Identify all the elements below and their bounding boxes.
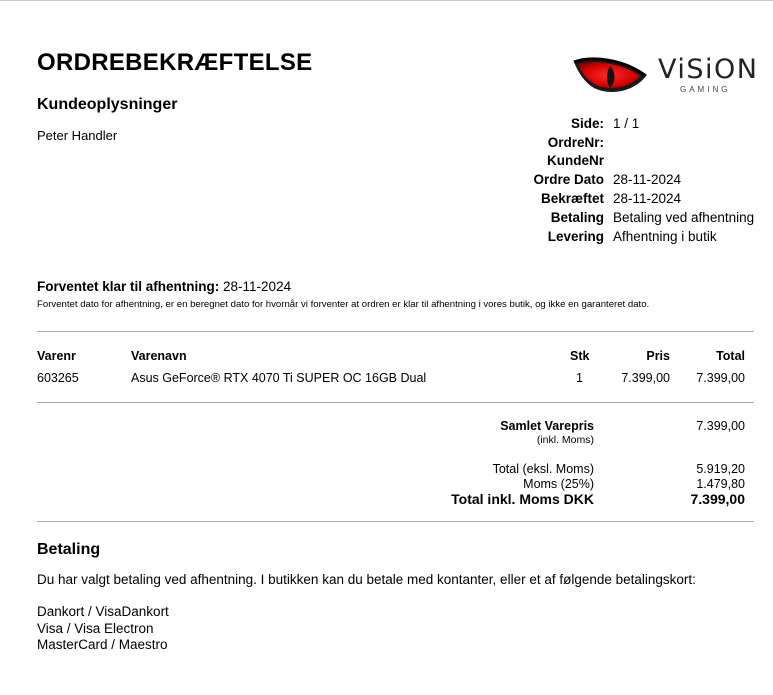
vision-gaming-logo [570,54,759,102]
row-price: 7.399,00 [621,371,670,385]
meta-label: Side: [570,115,604,131]
row-product-name: Asus GeForce® RTX 4070 Ti SUPER OC 16GB Dual [131,371,427,385]
vat-value: 1.479,80 [696,477,745,491]
logo-subtitle: GAMING [680,85,731,94]
meta-row-order-number [480,133,770,152]
column-header-name: Varenavn [131,349,187,363]
payment-card-list [37,604,169,654]
total-excl-vat-value: 5.919,20 [696,462,745,476]
meta-label: KundeNr [547,153,604,169]
vat-label: Moms (25%) [523,477,594,491]
payment-card-item: Dankort / VisaDankort [37,604,169,619]
meta-label: Ordre Dato [533,172,604,188]
meta-label: OrdreNr: [547,134,604,150]
pickup-ready-line [37,279,291,294]
divider [37,331,754,332]
meta-value: 28-11-2024 [613,172,682,188]
meta-label: Bekræftet [540,191,604,207]
total-excl-vat-label: Total (eksl. Moms) [492,462,594,476]
customer-name: Peter Handler [37,128,118,143]
pickup-label: Forventet klar til afhentning: [37,279,220,294]
payment-card-item: Visa / Visa Electron [37,620,154,636]
meta-row-page [480,114,770,133]
top-border [0,0,773,1]
red-eye-icon [570,54,650,100]
document-title: ORDREBEKRÆFTELSE [37,49,313,76]
meta-row-order-date [480,170,770,189]
column-header-price: Pris [646,349,670,363]
payment-card-item: MasterCard / Maestro [37,637,168,652]
meta-value: Afhentning i butik [613,228,717,244]
customer-heading: Kundeoplysninger [37,96,178,113]
meta-row-delivery [480,227,770,246]
meta-row-customer-number [480,152,770,171]
subtotal-note: (inkl. Moms) [536,434,594,446]
meta-value: Betaling ved afhentning [613,209,755,225]
pickup-date: 28-11-2024 [223,279,292,294]
grand-total-label: Total inkl. Moms DKK [451,491,594,507]
logo-wordmark: ViSiON [658,54,759,85]
row-sku: 603265 [37,371,79,385]
meta-value: 1 / 1 [613,115,640,131]
subtotal-label: Samlet Varepris [500,419,594,433]
payment-text: Du har valgt betaling ved afhentning. I butikken kan du betale med kontanter, eller et af følgende betalingskort: [37,572,696,587]
meta-label: Betaling [550,209,604,225]
meta-row-confirmed [480,189,770,208]
divider [37,521,754,522]
column-header-total: Total [716,349,745,363]
grand-total-value: 7.399,00 [690,491,745,507]
column-header-sku: Varenr [37,349,76,363]
row-qty: 1 [576,371,583,385]
divider [37,402,754,403]
subtotal-value: 7.399,00 [696,419,745,433]
payment-heading: Betaling [37,541,101,558]
pickup-note: Forventet dato for afhentning, er en beregnet dato for hvornår vi forventer at ordren er klar til afhentning i vores butik, og ikke en garanteret dato. [37,299,650,310]
meta-label: Levering [547,228,604,244]
order-meta [480,114,770,246]
row-total: 7.399,00 [696,371,745,385]
meta-value: 28-11-2024 [613,191,682,207]
meta-row-payment [480,208,770,227]
column-header-qty: Stk [570,349,590,363]
